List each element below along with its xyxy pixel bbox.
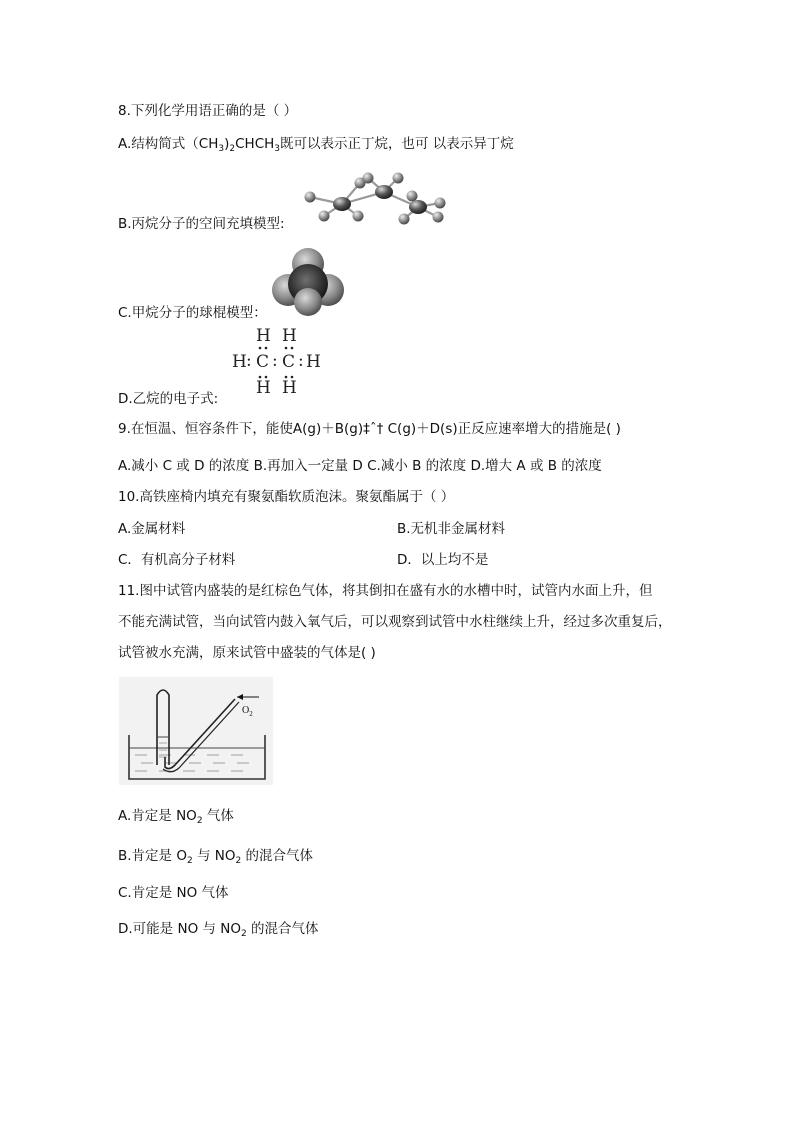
q11-option-a-pre: A.肯定是 NO (118, 808, 197, 824)
q11-option-a (118, 806, 234, 831)
q10-options-row1 (118, 519, 506, 539)
q11-option-b-sub2: 2 (235, 856, 242, 866)
ed-mid-h-left: H (232, 352, 247, 372)
ed-mid-colon1: : (246, 351, 252, 371)
q10-stem: 10.高铁座椅内填充有聚氨酯软质泡沫。聚氨酯属于（ ） (118, 489, 455, 505)
ed-mid-colon2: : (272, 351, 278, 371)
q8-option-a-sub2: 2 (229, 144, 236, 154)
q11-option-d-post: 的混合气体 (246, 921, 319, 937)
space-filling-model-figure (270, 244, 346, 320)
q11-option-c: C.肯定是 NO 气体 (118, 885, 229, 901)
ball-stick-model-figure (294, 170, 458, 232)
q11-option-b-post: 的混合气体 (241, 848, 314, 864)
q11-option-b (118, 846, 313, 871)
q10-option-c: C．有机高分子材料 (118, 552, 236, 568)
q11-option-a-sub: 2 (196, 816, 203, 826)
q8-option-a-sub3: 3 (274, 144, 281, 154)
ed-mid-c1: C (256, 352, 270, 372)
q11-line1: 11.图中试管内盛装的是红棕色气体，将其倒扣在盛有水的水槽中时，试管内水面上升，但 (118, 583, 653, 599)
q9-options: A.减小 C 或 D 的浓度 B.再加入一定量 D C.减小 B 的浓度 D.增大 A 或 B 的浓度 (118, 458, 602, 474)
q11-option-b-pre: B.肯定是 O (118, 848, 187, 864)
q8-option-d: D.乙烷的电子式: (118, 391, 219, 407)
ed-bot-h2: H (282, 378, 297, 398)
q11-option-d-pre: D.可能是 NO 与 NO (118, 921, 242, 937)
ed-bot-h1: H (256, 378, 271, 398)
q8-option-a-pre: A.结构简式（CH (118, 136, 219, 152)
q10-option-b: B.无机非金属材料 (397, 521, 506, 537)
q9-stem: 9.在恒温、恒容条件下，能使A(g)＋B(g)‡ˆ† C(g)＋D(s)正反应速率增大的措施是( ) (118, 421, 621, 437)
ed-mid-h-right: H (306, 352, 321, 372)
q8-option-a-mid1: ) (224, 136, 230, 152)
q10-options-row2 (118, 550, 489, 570)
q11-line3: 试管被水充满，原来试管中盛装的气体是( ) (118, 645, 376, 661)
q11-option-b-sub1: 2 (186, 856, 193, 866)
q11-line2: 不能充满试管，当向试管内鼓入氧气后，可以观察到试管中水柱继续上升，经过多次重复后， (118, 614, 672, 630)
electron-pair-dots (256, 344, 296, 384)
test-tube-apparatus-figure (119, 677, 273, 785)
q11-option-b-mid: 与 NO (192, 848, 236, 864)
q8-option-a-sub1: 3 (218, 144, 225, 154)
q8-option-a (118, 134, 514, 159)
q8-stem: 8.下列化学用语正确的是（ ） (118, 103, 298, 119)
q8-option-c: C.甲烷分子的球棍模型： (118, 305, 267, 321)
ed-mid-colon3: : (298, 351, 304, 371)
ed-mid-c2: C (282, 352, 296, 372)
q11-option-a-post: 气体 (202, 808, 234, 824)
ed-top-h2: H (282, 326, 297, 346)
q8-option-a-mid2: CHCH (235, 136, 275, 152)
figure-o2-label: $O_2$ (242, 705, 253, 718)
q8-option-b: B.丙烷分子的空间充填模型: (118, 216, 285, 232)
q11-option-d-sub: 2 (241, 929, 247, 939)
q8-option-a-post: 既可以表示正丁烷，也可 以表示异丁烷 (280, 136, 514, 152)
ed-top-h1: H (256, 326, 271, 346)
q10-option-d: D．以上均不是 (397, 552, 489, 568)
q11-option-d (118, 919, 319, 944)
q10-option-a: A.金属材料 (118, 521, 186, 537)
hydrogen-atoms (305, 173, 446, 225)
